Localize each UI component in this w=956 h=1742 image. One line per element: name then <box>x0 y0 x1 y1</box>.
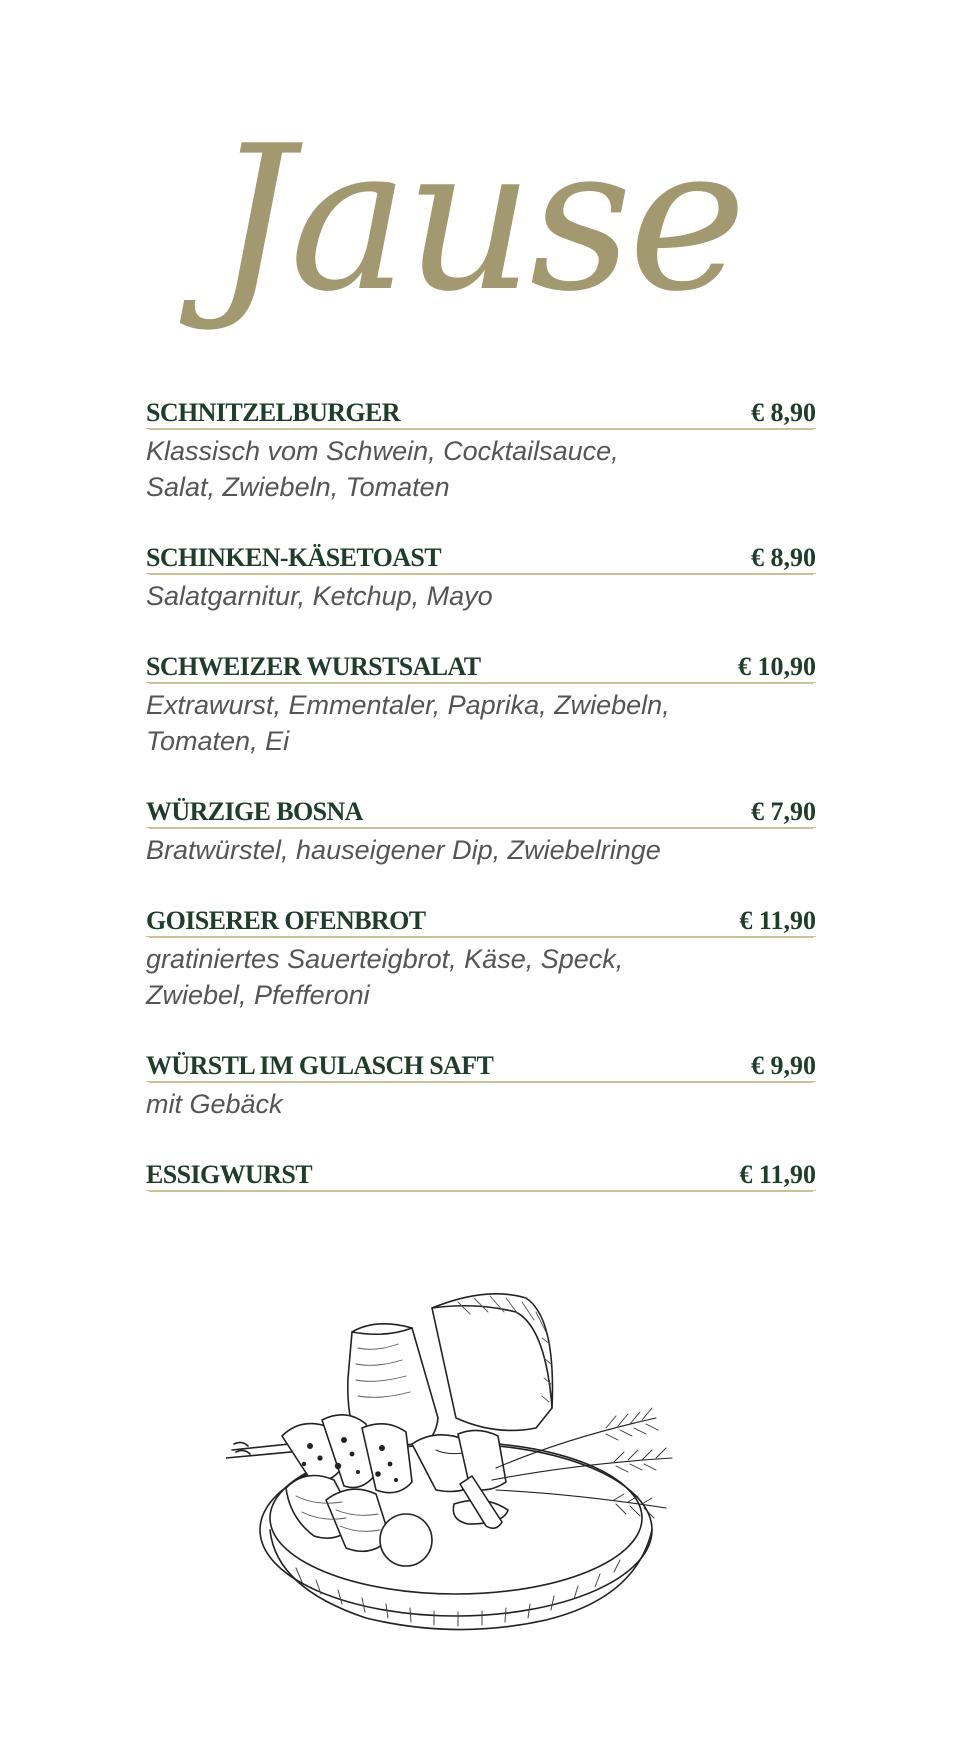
page-title: Jause <box>213 103 743 336</box>
menu-item-description-line: Salat, Zwiebeln, Tomaten <box>146 472 450 502</box>
menu-item-price: € 8,90 <box>751 398 816 427</box>
menu-item-description-line: mit Gebäck <box>146 1089 283 1119</box>
cheese-board-illustration <box>226 1268 746 1648</box>
menu-item-price: € 11,90 <box>739 906 816 935</box>
menu-list <box>146 398 816 1191</box>
menu-item-description <box>146 832 706 868</box>
menu-item-price: € 8,90 <box>751 543 816 572</box>
menu-item-description <box>146 1086 706 1122</box>
menu-item-description-line: gratiniertes Sauerteigbrot, Käse, Speck, <box>146 944 624 974</box>
menu-item-description-line: Bratwürstel, hauseigener Dip, Zwiebelringe <box>146 835 661 865</box>
menu-item <box>146 1160 816 1191</box>
menu-item-description-line: Extrawurst, Emmentaler, Paprika, Zwiebeln, <box>146 690 670 720</box>
menu-item-name: WÜRZIGE BOSNA <box>146 797 363 826</box>
menu-item-description-line: Klassisch vom Schwein, Cocktailsauce, <box>146 436 619 466</box>
menu-item-header <box>146 1160 816 1191</box>
menu-item-description-line: Salatgarnitur, Ketchup, Mayo <box>146 581 493 611</box>
menu-item <box>146 1051 816 1122</box>
menu-item-header <box>146 652 816 683</box>
menu-item <box>146 543 816 614</box>
menu-item <box>146 797 816 868</box>
menu-item-header <box>146 797 816 828</box>
menu-item-header <box>146 906 816 937</box>
menu-item-header <box>146 1051 816 1082</box>
menu-item-description <box>146 578 706 614</box>
menu-item-name: SCHINKEN-KÄSETOAST <box>146 543 442 572</box>
menu-item-description <box>146 687 706 759</box>
menu-item-header <box>146 543 816 574</box>
menu-item-header <box>146 398 816 429</box>
menu-item-description <box>146 433 706 505</box>
menu-item-price: € 7,90 <box>751 797 816 826</box>
menu-item-name: GOISERER OFENBROT <box>146 906 426 935</box>
menu-item-name: ESSIGWURST <box>146 1160 312 1189</box>
menu-item-name: SCHWEIZER WURSTSALAT <box>146 652 481 681</box>
menu-item-name: SCHNITZELBURGER <box>146 398 400 427</box>
menu-item <box>146 652 816 759</box>
menu-item-description-line: Tomaten, Ei <box>146 726 290 756</box>
menu-item-price: € 10,90 <box>738 652 816 681</box>
menu-item <box>146 398 816 505</box>
menu-item-name: WÜRSTL IM GULASCH SAFT <box>146 1051 494 1080</box>
menu-item-description <box>146 941 706 1013</box>
menu-item-price: € 9,90 <box>751 1051 816 1080</box>
menu-item-description-line: Zwiebel, Pfefferoni <box>146 980 370 1010</box>
menu-item-price: € 11,90 <box>739 1160 816 1189</box>
menu-item <box>146 906 816 1013</box>
